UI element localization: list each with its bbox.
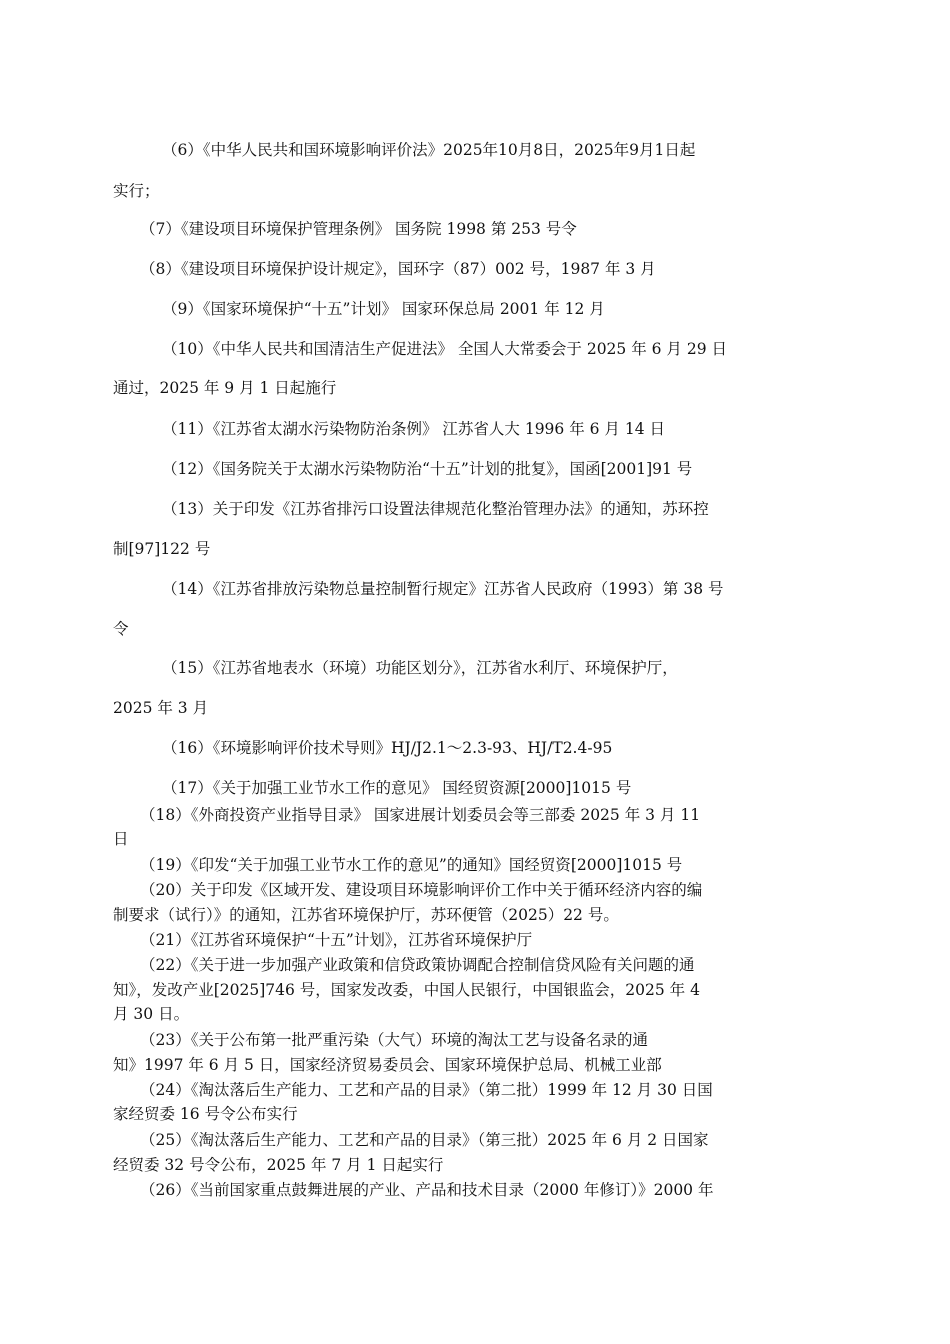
line-20-b: 制要求（试行）》的通知，江苏省环境保护厅，苏环便管（2025）22 号。 [113, 906, 619, 924]
line-19: （19）《印发“关于加强工业节水工作的意见”的通知》国经贸资[2000]1015 号 [140, 856, 683, 874]
line-14-b: 令 [113, 620, 129, 638]
line-23-a: （23）《关于公布第一批严重污染（大气）环境的淘汰工艺与设备名录的通 [140, 1031, 648, 1049]
line-25-a: （25）《淘汰落后生产能力、工艺和产品的目录》（第三批）2025 年 6 月 2 日国家 [140, 1131, 709, 1149]
line-22-c: 月 30 日。 [113, 1005, 190, 1023]
line-6-a: （6）《中华人民共和国环境影响评价法》2025年10月8日，2025年9月1日起 [162, 141, 696, 159]
line-24-b: 家经贸委 16 号令公布实行 [113, 1105, 298, 1123]
line-21: （21）《江苏省环境保护“十五”计划》，江苏省环境保护厅 [140, 931, 533, 949]
line-18-b: 日 [113, 830, 129, 848]
line-22-a: （22）《关于进一步加强产业政策和信贷政策协调配合控制信贷风险有关问题的通 [140, 956, 695, 974]
line-13-a: （13）关于印发《江苏省排污口设置法律规范化整治管理办法》的通知，苏环控 [162, 500, 709, 518]
line-18-a: （18）《外商投资产业指导目录》 国家进展计划委员会等三部委 2025 年 3 月 11 [140, 806, 701, 824]
line-8: （8）《建设项目环境保护设计规定》，国环字（87）002 号，1987 年 3 月 [140, 260, 656, 278]
line-6-b: 实行； [113, 182, 160, 200]
line-9: （9）《国家环境保护“十五”计划》 国家环保总局 2001 年 12 月 [162, 300, 605, 318]
line-22-b: 知》，发改产业[2025]746 号，国家发改委，中国人民银行，中国银监会，2025 年 4 [113, 981, 700, 999]
line-12: （12）《国务院关于太湖水污染物防治“十五”计划的批复》，国函[2001]91 号 [162, 460, 693, 478]
line-7: （7）《建设项目环境保护管理条例》 国务院 1998 第 253 号令 [140, 220, 577, 238]
line-13-b: 制[97]122 号 [113, 540, 211, 558]
line-17: （17）《关于加强工业节水工作的意见》 国经贸资源[2000]1015 号 [162, 779, 632, 797]
line-15-b: 2025 年 3 月 [113, 699, 209, 717]
line-15-a: （15）《江苏省地表水（环境）功能区划分》，江苏省水利厅、环境保护厅， [162, 659, 678, 677]
line-10-b: 通过，2025 年 9 月 1 日起施行 [113, 379, 337, 397]
line-23-b: 知》1997 年 6 月 5 日，国家经济贸易委员会、国家环境保护总局、机械工业部 [113, 1056, 662, 1074]
line-25-b: 经贸委 32 号令公布，2025 年 7 月 1 日起实行 [113, 1156, 444, 1174]
line-20-a: （20）关于印发《区域开发、建设项目环境影响评价工作中关于循环经济内容的编 [140, 881, 703, 899]
line-26: （26）《当前国家重点鼓舞进展的产业、产品和技术目录（2000 年修订）》2000 年 [140, 1181, 714, 1199]
line-11: （11）《江苏省太湖水污染物防治条例》 江苏省人大 1996 年 6 月 14 日 [162, 420, 665, 438]
line-16: （16）《环境影响评价技术导则》HJ/J2.1～2.3-93、HJ/T2.4-95 [162, 739, 613, 757]
line-14-a: （14）《江苏省排放污染物总量控制暂行规定》江苏省人民政府（1993）第 38 号 [162, 580, 724, 598]
line-10-a: （10）《中华人民共和国清洁生产促进法》 全国人大常委会于 2025 年 6 月 29 日 [162, 340, 727, 358]
line-24-a: （24）《淘汰落后生产能力、工艺和产品的目录》（第二批）1999 年 12 月 30 日国 [140, 1081, 713, 1099]
